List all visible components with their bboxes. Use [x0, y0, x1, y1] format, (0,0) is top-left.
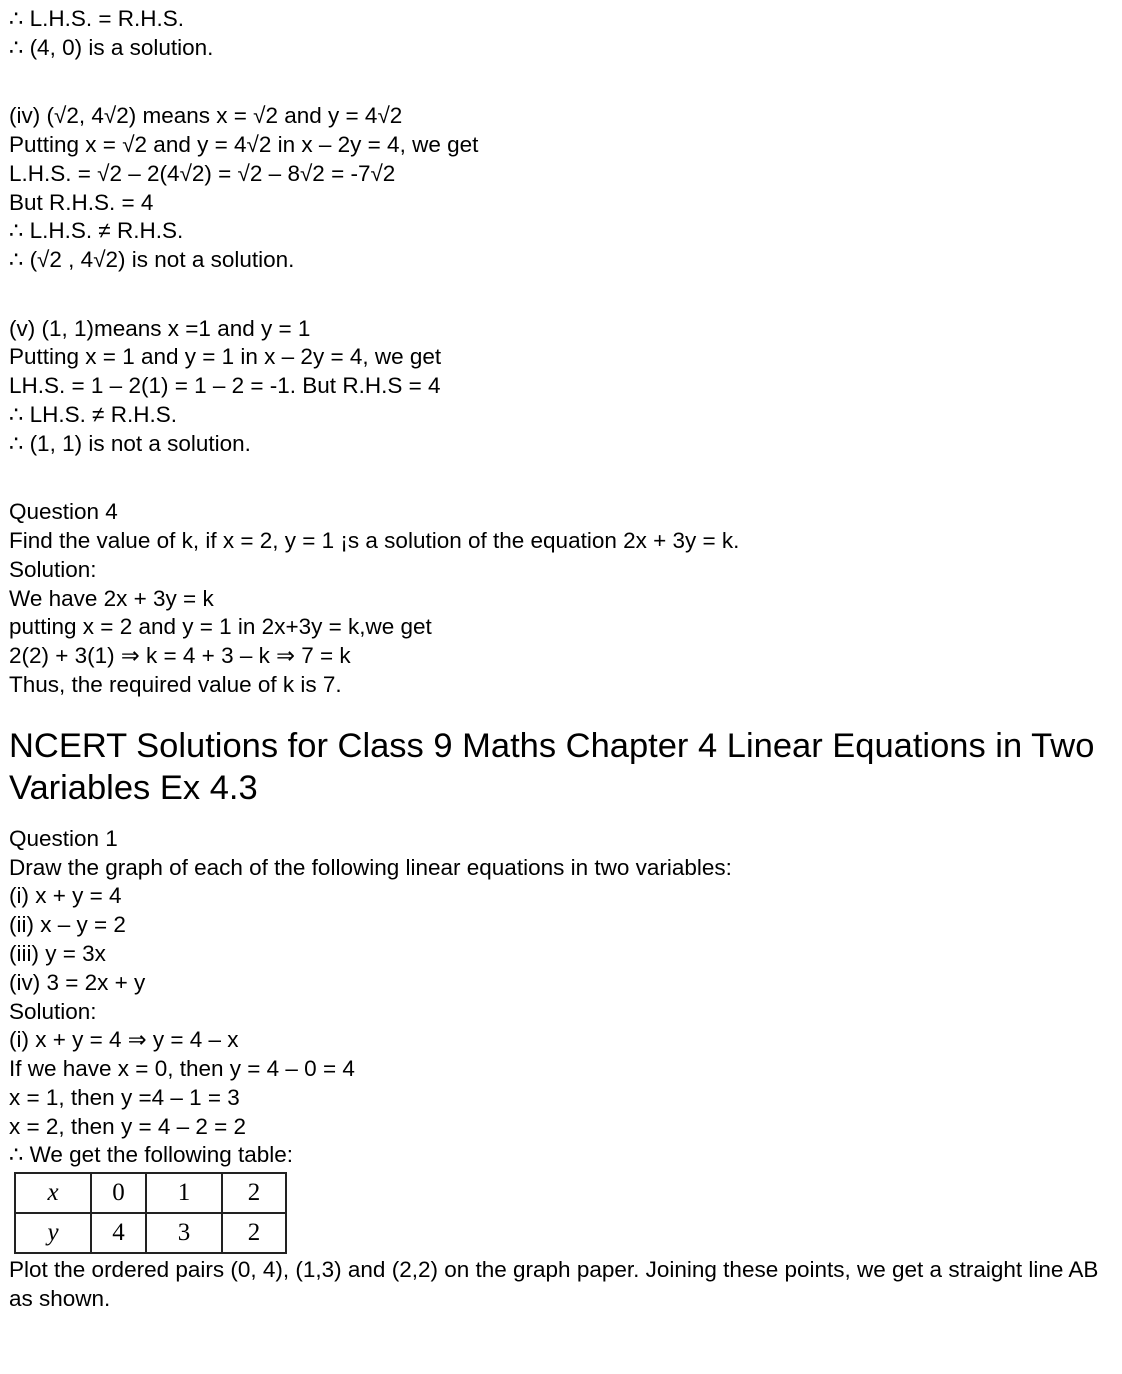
- xy-values-table: [14, 1172, 287, 1254]
- block-lhs-rhs-4-0: [9, 5, 1114, 63]
- text-line: 2(2) + 3(1) ⇒ k = 4 + 3 – k ⇒ 7 = k: [9, 643, 351, 669]
- table-cell: 0: [91, 1173, 146, 1213]
- text-line: Thus, the required value of k is 7.: [9, 671, 342, 697]
- solution-page: [9, 5, 1114, 1314]
- text-line: ∴ L.H.S. = R.H.S.: [9, 6, 184, 31]
- text-line: ∴ (4, 0) is a solution.: [9, 34, 214, 60]
- text-line: (v) (1, 1)means x =1 and y = 1: [9, 315, 311, 341]
- table-cell: 4: [91, 1213, 146, 1253]
- table-row: [15, 1213, 286, 1253]
- text-line: putting x = 2 and y = 1 in 2x+3y = k,we get: [9, 614, 432, 640]
- exercise-4-3-question-1: [9, 825, 1114, 1171]
- text-line: x = 1, then y =4 – 1 = 3: [9, 1084, 240, 1110]
- table-row: [15, 1173, 286, 1213]
- table-cell: y: [15, 1213, 91, 1253]
- text-line: ∴ LH.S. ≠ R.H.S.: [9, 401, 177, 427]
- question-4-block: [9, 498, 1114, 700]
- text-line: (iv) (√2, 4√2) means x = √2 and y = 4√2: [9, 103, 403, 129]
- text-line: We have 2x + 3y = k: [9, 585, 214, 611]
- text-line: (iv) 3 = 2x + y: [9, 969, 146, 995]
- table-cell: 2: [222, 1173, 286, 1213]
- question-text: Find the value of k, if x = 2, y = 1 ¡s a solution of the equation 2x + 3y = k.: [9, 527, 740, 553]
- text-line: (iii) y = 3x: [9, 940, 106, 966]
- table-cell: 1: [146, 1173, 222, 1213]
- block-part-v: [9, 315, 1114, 459]
- table-cell: x: [15, 1173, 91, 1213]
- text-line: (i) x + y = 4: [9, 883, 122, 909]
- solution-label: Solution:: [9, 556, 97, 582]
- text-line: But R.H.S. = 4: [9, 189, 154, 215]
- text-line: x = 2, then y = 4 – 2 = 2: [9, 1113, 247, 1139]
- text-line: ∴ (1, 1) is not a solution.: [9, 430, 251, 456]
- closing-paragraph: Plot the ordered pairs (0, 4), (1,3) and (2,2) on the graph paper. Joining these points, we get a straight line AB as shown.: [9, 1257, 1099, 1312]
- question-text: Draw the graph of each of the following linear equations in two variables:: [9, 854, 732, 880]
- text-line: Putting x = 1 and y = 1 in x – 2y = 4, we get: [9, 344, 442, 370]
- section-heading: NCERT Solutions for Class 9 Maths Chapter 4 Linear Equations in Two Variables Ex 4.3: [9, 726, 1095, 807]
- table-cell: 3: [146, 1213, 222, 1253]
- text-line: If we have x = 0, then y = 4 – 0 = 4: [9, 1056, 355, 1082]
- text-line: (ii) x – y = 2: [9, 912, 126, 938]
- text-line: L.H.S. = √2 – 2(4√2) = √2 – 8√2 = -7√2: [9, 160, 396, 186]
- text-line: Putting x = √2 and y = 4√2 in x – 2y = 4, we get: [9, 131, 479, 157]
- table-cell: 2: [222, 1213, 286, 1253]
- text-line: ∴ We get the following table:: [9, 1142, 294, 1168]
- text-line: (i) x + y = 4 ⇒ y = 4 – x: [9, 1027, 239, 1053]
- question-title: Question 1: [9, 825, 118, 851]
- text-line: ∴ L.H.S. ≠ R.H.S.: [9, 218, 184, 244]
- block-part-iv: [9, 102, 1114, 275]
- question-title: Question 4: [9, 499, 118, 525]
- text-line: LH.S. = 1 – 2(1) = 1 – 2 = -1. But R.H.S = 4: [9, 373, 441, 399]
- solution-label: Solution:: [9, 998, 97, 1024]
- text-line: ∴ (√2 , 4√2) is not a solution.: [9, 247, 295, 273]
